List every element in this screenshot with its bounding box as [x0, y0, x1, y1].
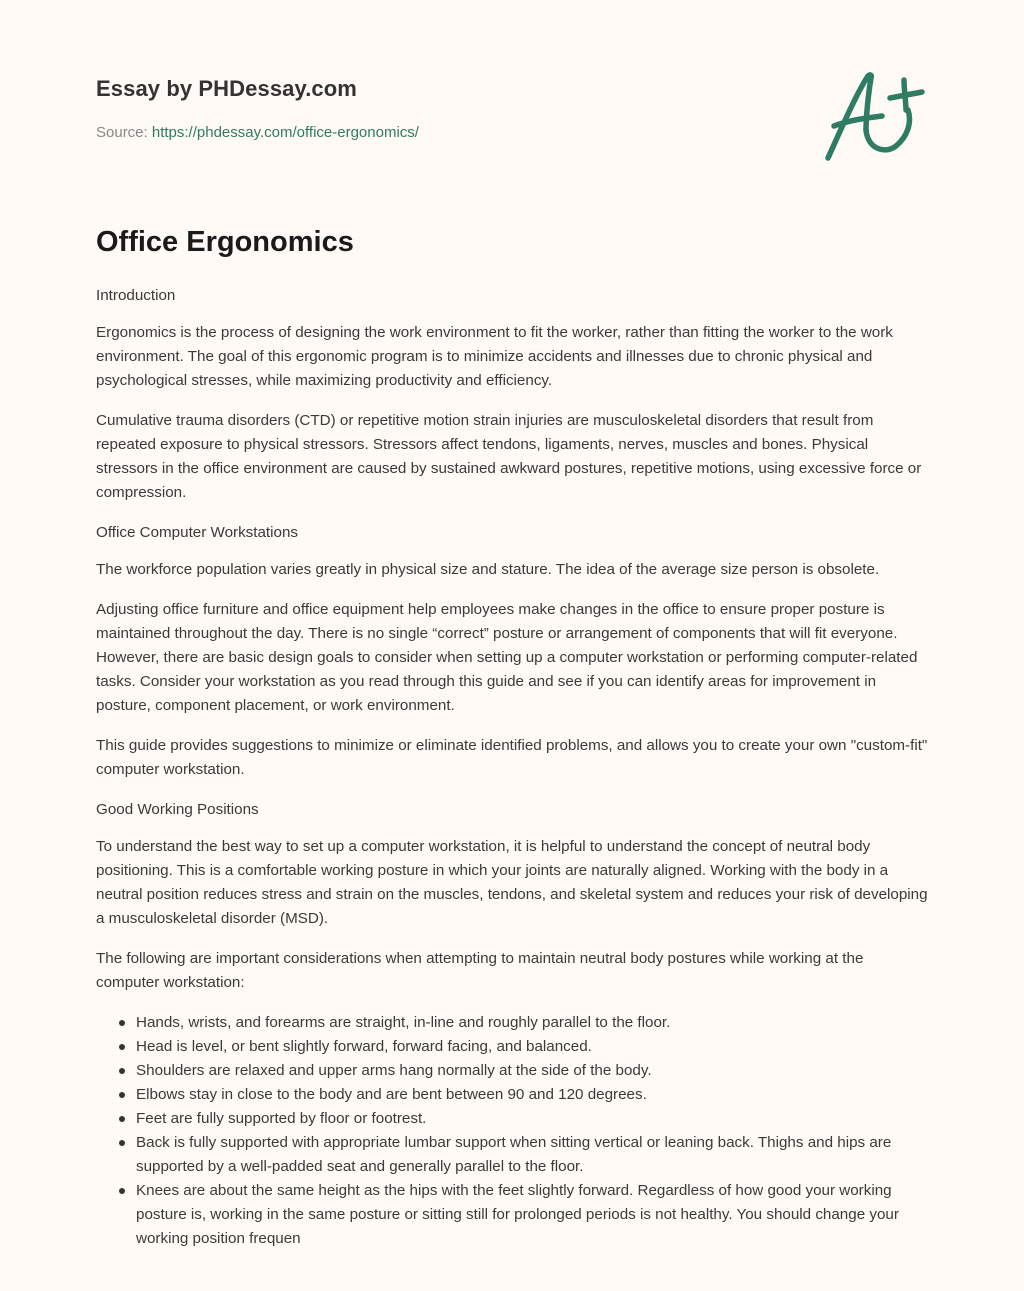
list-item: Head is level, or bent slightly forward, forward facing, and balanced. [136, 1035, 928, 1059]
paragraph: The workforce population varies greatly in physical size and stature. The idea of the average size person is obsolete. [96, 561, 880, 578]
source-label: Source: [96, 124, 148, 141]
paragraph: To understand the best way to set up a computer workstation, it is helpful to understand the concept of neutral body positioning. This is a comfortable working posture in which your joints are naturally aligned. Working with the body in a neutral position reduces stress and strain on the muscles, tendons, and skeletal system and reduces your risk of developing a musculoskeletal disorder (MSD). [96, 838, 928, 927]
list-item: Hands, wrists, and forearms are straight, in-line and roughly parallel to the floor. [136, 1011, 928, 1035]
essay-title: Office Ergonomics [96, 226, 354, 258]
section-heading-introduction: Introduction [96, 287, 176, 304]
source-link[interactable]: https://phdessay.com/office-ergonomics/ [151, 124, 419, 141]
list-item: Elbows stay in close to the body and are bent between 90 and 120 degrees. [136, 1083, 928, 1107]
section-heading-office-computer-workstations: Office Computer Workstations [96, 524, 299, 541]
essay-body [96, 284, 928, 1251]
source-line [96, 124, 419, 141]
neutral-posture-list [96, 1011, 928, 1251]
list-item: Knees are about the same height as the hips with the feet slightly forward. Regardless of how good your working posture is, working in the same posture or sitting still for prolonged periods is not healthy. You should change your working position frequen [136, 1179, 928, 1251]
list-item: Shoulders are relaxed and upper arms hang normally at the side of the body. [136, 1059, 928, 1083]
site-title: Essay by PHDessay.com [96, 76, 357, 101]
paragraph: The following are important considerations when attempting to maintain neutral body postures while working at the computer workstation: [96, 950, 864, 991]
paragraph: This guide provides suggestions to minimize or eliminate identified problems, and allows you to create your own "custom-fit" computer workstation. [96, 737, 928, 778]
list-item: Back is fully supported with appropriate lumbar support when sitting vertical or leaning back. Thighs and hips are supported by a well-padded seat and generally parallel to the floor. [136, 1131, 928, 1179]
section-heading-good-working-positions: Good Working Positions [96, 801, 259, 818]
paragraph: Adjusting office furniture and office equipment help employees make changes in the office to ensure proper posture is maintained throughout the day. There is no single “correct” posture or arrangement of components that will fit everyone. However, there are basic design goals to consider when setting up a computer workstation or performing computer-related tasks. Consider your workstation as you read through this guide and see if you can identify areas for improvement in posture, component placement, or work environment. [96, 601, 918, 714]
paragraph: Cumulative trauma disorders (CTD) or repetitive motion strain injuries are musculoskeletal disorders that result from repeated exposure to physical stressors. Stressors affect tendons, ligaments, nerves, muscles and bones. Physical stressors in the office environment are caused by sustained awkward postures, repetitive motions, using excessive force or compression. [96, 412, 922, 501]
list-item: Feet are fully supported by floor or footrest. [136, 1107, 928, 1131]
a-plus-grade-icon [822, 66, 932, 166]
paragraph: Ergonomics is the process of designing the work environment to fit the worker, rather than fitting the worker to the work environment. The goal of this ergonomic program is to minimize accidents and illnesses due to chronic physical and psychological stresses, while maximizing productivity and efficiency. [96, 324, 893, 389]
